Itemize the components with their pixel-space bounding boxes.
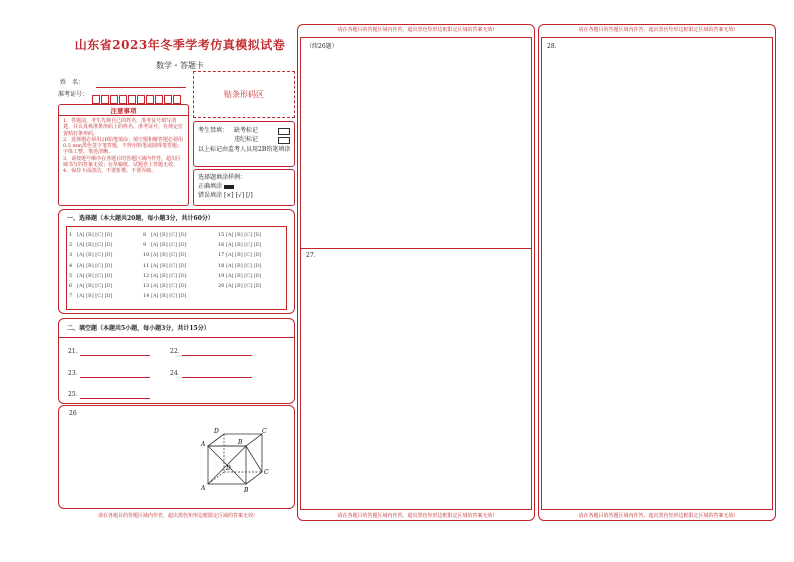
choice-number: 11: [143, 262, 150, 269]
choice-row-15[interactable]: [218, 232, 262, 238]
page-title: 山东省2023年冬季学考仿真模拟试卷: [74, 38, 286, 52]
notice-list: [59, 118, 190, 174]
choice-row-12[interactable]: [143, 273, 187, 279]
notice-item-3: 3．请按题号顺序在各题目的答题区域内作答，超出区域书写的答案无效；在草稿纸、试题卷上答题无效。: [63, 155, 182, 168]
notice-item-1: 1．答题前，考生先将自己的姓名、准考证号填写清楚，并认真核准条形码上的姓名、准考证号，在规定位置贴好条形码。: [63, 118, 184, 137]
choice-number: 9: [143, 242, 147, 249]
cube-label-d1: D: [214, 428, 219, 435]
choice-number: 8: [143, 232, 147, 238]
exam-number-label: 准考证号：: [58, 91, 89, 98]
notice-item-4: 4．保持卡面清洁，不要折叠、不要弄破。: [63, 168, 157, 174]
notice-box: [58, 104, 189, 206]
q28-label: 28．: [547, 43, 561, 50]
choice-options[interactable]: [A] [B] [C] [D]: [151, 252, 187, 259]
q25-answer-line[interactable]: [80, 398, 150, 399]
warning-right-bottom: 请在各题目的答题区域内作答，超出黑色矩形边框限定区域的答案无效!: [578, 513, 736, 519]
choice-row-1[interactable]: [69, 232, 113, 238]
q23-label: 23．: [68, 370, 82, 377]
warning-right-top: 请在各题目的答题区域内作答，超出黑色矩形边框限定区域的答案无效!: [578, 27, 736, 33]
choice-number: 18: [218, 262, 225, 269]
choice-row-3[interactable]: [69, 252, 113, 258]
choice-number: 19: [218, 272, 225, 279]
page-subtitle: 数学・答题卡: [156, 61, 204, 70]
correct-fill-sample: [224, 185, 234, 189]
choice-number: 14: [143, 293, 150, 300]
mid-outer-frame: [297, 24, 535, 521]
cube-label-d: D: [226, 465, 231, 472]
q26-label: 26: [69, 410, 77, 417]
choice-row-17[interactable]: [218, 252, 262, 258]
choice-options[interactable]: [A] [B] [C] [D]: [77, 293, 113, 300]
choice-number: 17: [218, 252, 225, 259]
choice-options[interactable]: [A] [B] [C] [D]: [77, 242, 113, 249]
choice-number: 15: [218, 232, 225, 238]
q26-continued-label: （续26题）: [306, 43, 338, 50]
notice-heading: 注意事项: [110, 107, 137, 115]
choice-section-heading: 一、选择题（本大题共20题，每小题3分，共计60分）: [67, 215, 214, 222]
choice-options[interactable]: [A] [B] [C] [D]: [151, 293, 187, 300]
fill-in-heading: 二、填空题（本题共5小题，每小题3分，共计15分）: [67, 325, 210, 332]
absent-label: 考生禁填：: [198, 127, 229, 134]
cube-label-c1: C: [262, 428, 267, 435]
cube-label-a1: A: [201, 441, 206, 448]
choice-options[interactable]: [A] [B] [C] [D]: [77, 252, 113, 259]
choice-number: 6: [69, 283, 73, 289]
correct-fill-text: 正确填涂: [198, 183, 223, 190]
choice-row-11[interactable]: [143, 263, 187, 269]
choice-options[interactable]: [A] [B] [C] [D]: [226, 262, 262, 269]
choice-options[interactable]: [A] [B] [C] [D]: [226, 272, 262, 279]
cube-figure: [198, 424, 272, 496]
q24-answer-line[interactable]: [182, 377, 252, 378]
barcode-area: [193, 71, 295, 118]
choice-number: 7: [69, 293, 73, 300]
choice-options[interactable]: [A] [B] [C] [D]: [151, 262, 187, 269]
choice-row-2[interactable]: [69, 242, 113, 248]
violation-mark-label: 违纪标记: [234, 136, 259, 143]
wrong-fill-text: 错误填涂: [198, 192, 223, 199]
q21-answer-line[interactable]: [80, 355, 150, 356]
q21-label: 21．: [68, 348, 82, 355]
choice-options[interactable]: [A] [B] [C] [D]: [151, 272, 187, 279]
choice-number: 12: [143, 272, 150, 279]
q22-answer-line[interactable]: [182, 355, 252, 356]
choice-options[interactable]: [A] [B] [C] [D]: [77, 262, 113, 269]
choice-options[interactable]: [A] [B] [C] [D]: [77, 283, 113, 289]
choice-row-4[interactable]: [69, 263, 113, 269]
choice-number: 13: [143, 283, 150, 289]
choice-options[interactable]: [A] [B] [C] [D]: [226, 283, 262, 289]
cube-label-b: B: [244, 487, 249, 494]
choice-row-8[interactable]: [143, 232, 187, 238]
choice-options[interactable]: [A] [B] [C] [D]: [151, 283, 187, 289]
q27-label: 27．: [306, 252, 320, 259]
choice-options[interactable]: [A] [B] [C] [D]: [151, 232, 187, 238]
absent-box: [193, 121, 295, 167]
choice-row-19[interactable]: [218, 273, 262, 279]
choice-row-5[interactable]: [69, 273, 113, 279]
cube-label-c: C: [264, 469, 269, 476]
notice-item-2: 2．选择题必须用2B铅笔填涂；填空题和解答题必须用0.5 mm黑色签字笔答题，不得用铅笔或圆珠笔答题；字体工整、笔迹清晰。: [63, 136, 184, 156]
wrong-fill-samples: [×] [√] [/]: [223, 192, 253, 199]
choice-row-6[interactable]: [69, 283, 113, 289]
fill-in-section: [58, 318, 295, 404]
choice-options[interactable]: [A] [B] [C] [D]: [77, 232, 113, 238]
choice-options[interactable]: [A] [B] [C] [D]: [77, 272, 113, 279]
missing-mark-label: 缺考标记: [234, 127, 259, 134]
q22-label: 22．: [170, 348, 184, 355]
absent-note: 以上标记由监考人员用2B铅笔填涂: [198, 146, 291, 153]
correct-fill-label: [198, 183, 234, 191]
choice-number: 2: [69, 242, 73, 249]
choice-number: 16: [218, 242, 225, 249]
choice-number: 5: [69, 272, 73, 279]
q25-label: 25．: [68, 391, 82, 398]
choice-row-13[interactable]: [143, 283, 187, 289]
fill-example-heading: 选择题填涂样例：: [198, 174, 247, 181]
choice-row-18[interactable]: [218, 263, 262, 269]
choice-number: 4: [69, 262, 73, 269]
choice-row-16[interactable]: [218, 242, 262, 248]
q23-answer-line[interactable]: [80, 377, 150, 378]
cube-label-b1: B: [238, 439, 243, 446]
right-outer-frame: [538, 24, 776, 521]
missing-mark-box[interactable]: [278, 128, 290, 135]
choice-number: 1: [69, 232, 73, 238]
warning-left: 请在各题目的答题区域内作答，超出黑色矩形边框限定区域的答案无效!: [97, 513, 255, 519]
choice-row-14[interactable]: [143, 293, 187, 299]
cube-label-a: A: [201, 485, 206, 492]
choice-options[interactable]: [A] [B] [C] [D]: [226, 252, 262, 259]
choice-options[interactable]: [A] [B] [C] [D]: [226, 242, 262, 249]
choice-options[interactable]: [A] [B] [C] [D]: [226, 232, 262, 238]
barcode-label: 贴条形码区: [224, 90, 264, 99]
name-underline: [96, 87, 186, 88]
choice-row-10[interactable]: [143, 252, 187, 258]
choice-options[interactable]: [A] [B] [C] [D]: [151, 242, 187, 249]
fill-example-box: [193, 169, 295, 206]
q24-label: 24．: [170, 370, 184, 377]
choice-row-9[interactable]: [143, 242, 187, 248]
choice-row-20[interactable]: [218, 283, 262, 289]
choice-number: 20: [218, 283, 225, 289]
choice-number: 3: [69, 252, 73, 259]
choice-number: 10: [143, 252, 150, 259]
violation-mark-box[interactable]: [278, 137, 290, 144]
wrong-fill-label: [198, 192, 253, 200]
warning-mid-bottom: 请在各题目的答题区域内作答，超出黑色矩形边框限定区域的答案无效!: [337, 513, 495, 519]
choice-row-7[interactable]: [69, 293, 113, 299]
warning-mid-top: 请在各题目的答题区域内作答，超出黑色矩形边框限定区域的答案无效!: [337, 27, 495, 33]
name-label: 姓 名：: [60, 79, 85, 86]
